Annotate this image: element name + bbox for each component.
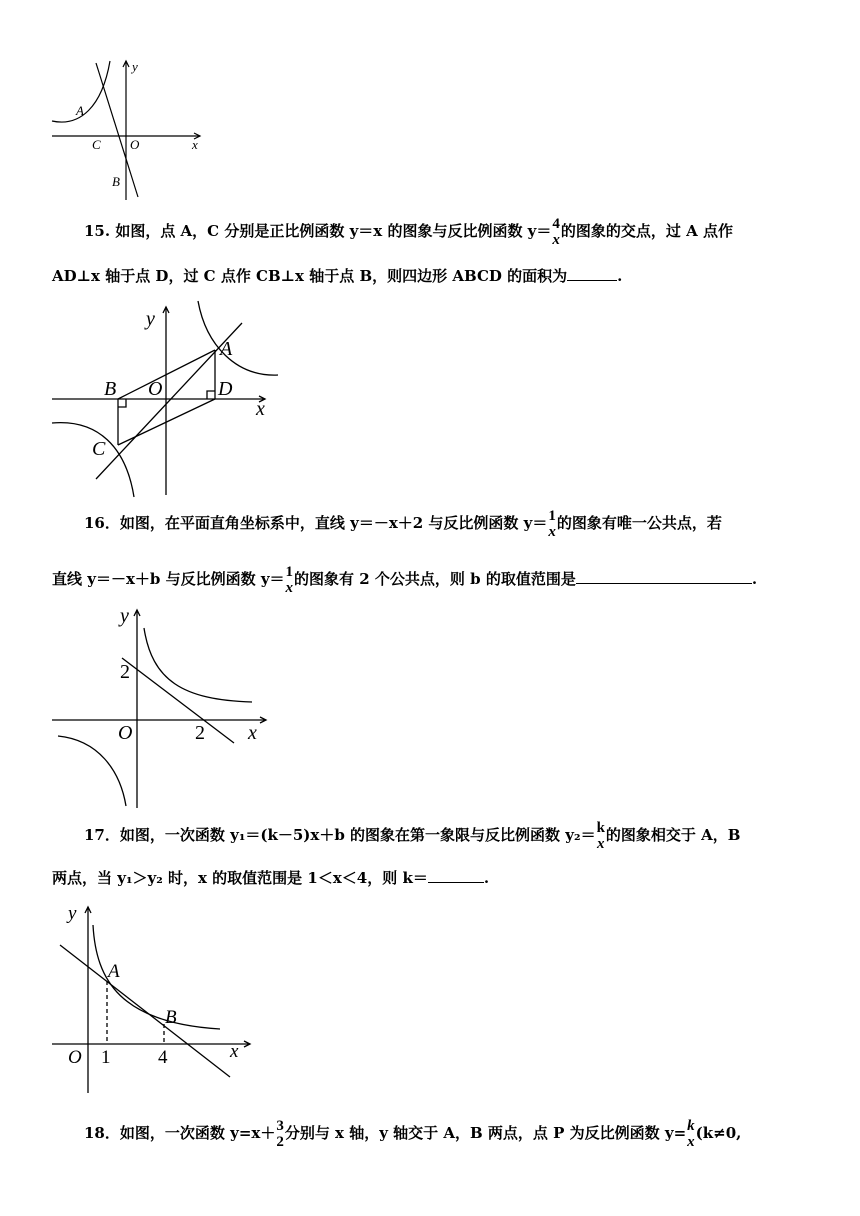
q15-end: . (617, 267, 623, 285)
q15-line2 (52, 266, 622, 286)
label-o: O (148, 378, 163, 400)
label-two-x: 2 (195, 722, 205, 744)
label-c: C (92, 438, 106, 460)
q17-text-c: 两点，当 y₁＞y₂ 时，x 的取值范围是 1＜x＜4，则 k＝ (52, 869, 428, 887)
q18-frac2-den: x (687, 1134, 695, 1150)
figure-q16 (40, 600, 280, 810)
q18-text-a: 18．如图，一次函数 y=x＋ (84, 1124, 276, 1142)
q16-text-b: 的图象有唯一公共点，若 (556, 514, 722, 532)
q18-frac1-num: 3 (276, 1118, 284, 1134)
q18-text-c: (k≠0, (695, 1124, 742, 1142)
line-minus-x-plus-2 (122, 658, 234, 743)
label-o: O (130, 137, 140, 152)
label-c: C (92, 137, 101, 152)
q15-answer-blank[interactable] (567, 266, 617, 281)
q17-fraction (597, 820, 605, 852)
q15-fraction (552, 216, 560, 248)
q16-frac1-den: x (548, 524, 556, 540)
q15-frac-num: 4 (552, 216, 560, 232)
hyperbola-upper (198, 301, 278, 375)
q16-text-d: 的图象有 2 个公共点，则 b 的取值范围是 (294, 570, 576, 588)
q17-line2 (52, 868, 489, 888)
q17-frac-den: x (597, 836, 605, 852)
q15-frac-den: x (552, 232, 560, 248)
label-one: 1 (101, 1047, 111, 1068)
q16-line1 (84, 508, 722, 540)
hyperbola-upper (144, 628, 252, 702)
label-x: x (230, 1041, 239, 1062)
figure-q14 (40, 55, 220, 205)
label-d: D (218, 378, 233, 400)
q16-text-c: 直线 y＝－x＋b 与反比例函数 y＝ (52, 570, 285, 588)
label-y: y (146, 308, 155, 330)
line-y1 (60, 945, 230, 1077)
label-a: A (76, 103, 84, 118)
q18-frac1-den: 2 (276, 1134, 284, 1150)
hyperbola-lower (58, 736, 126, 806)
q18-text-b: 分别与 x 轴，y 轴交于 A，B 两点，点 P 为反比例函数 y= (284, 1124, 687, 1142)
right-angle-b (118, 399, 126, 407)
label-y: y (132, 59, 138, 74)
q16-fraction-1 (548, 508, 556, 540)
q16-answer-blank[interactable] (576, 569, 752, 584)
q17-text-b: 的图象相交于 A，B (605, 826, 741, 844)
q18-line1 (84, 1118, 741, 1150)
q16-frac2-den: x (285, 580, 294, 596)
q17-line1 (84, 820, 740, 852)
q16-text-a: 16．如图，在平面直角坐标系中，直线 y＝－x＋2 与反比例函数 y＝ (84, 514, 548, 532)
q18-fraction-2 (687, 1118, 695, 1150)
label-two-y: 2 (120, 661, 130, 683)
q18-frac2-num: k (687, 1118, 695, 1134)
q16-end: . (751, 570, 758, 588)
right-angle-d (207, 391, 215, 399)
label-four: 4 (158, 1047, 168, 1068)
label-y: y (68, 903, 77, 924)
label-b: B (104, 378, 117, 400)
q16-frac2-num: 1 (285, 564, 294, 580)
q15-text-c: AD⊥x 轴于点 D，过 C 点作 CB⊥x 轴于点 B，则四边形 ABCD 的面积为 (52, 267, 568, 285)
label-y: y (120, 605, 129, 627)
q16-line2 (52, 564, 757, 596)
q15-text-b: 的图象的交点，过 A 点作 (560, 222, 733, 240)
q18-fraction-1 (276, 1118, 284, 1150)
q15-text-a: 15. 如图，点 A，C 分别是正比例函数 y＝x 的图象与反比例函数 y＝ (84, 222, 552, 240)
label-b: B (112, 174, 120, 189)
q17-frac-num: k (596, 820, 605, 836)
label-o: O (68, 1047, 82, 1068)
label-a: A (108, 961, 120, 982)
label-o: O (118, 722, 133, 744)
q17-end: . (483, 869, 490, 887)
label-x: x (256, 398, 265, 420)
label-x: x (192, 137, 198, 152)
q17-text-a: 17．如图，一次函数 y₁＝(k－5)x＋b 的图象在第一象限与反比例函数 y₂＝ (84, 826, 596, 844)
q16-frac1-num: 1 (548, 508, 556, 524)
figure-q17 (40, 895, 260, 1095)
q15-line1 (84, 216, 733, 248)
label-a: A (220, 338, 233, 360)
q16-fraction-2 (286, 564, 294, 596)
label-x: x (248, 722, 257, 744)
figure-q15 (40, 295, 290, 500)
label-b: B (165, 1007, 177, 1028)
q17-answer-blank[interactable] (428, 868, 484, 883)
